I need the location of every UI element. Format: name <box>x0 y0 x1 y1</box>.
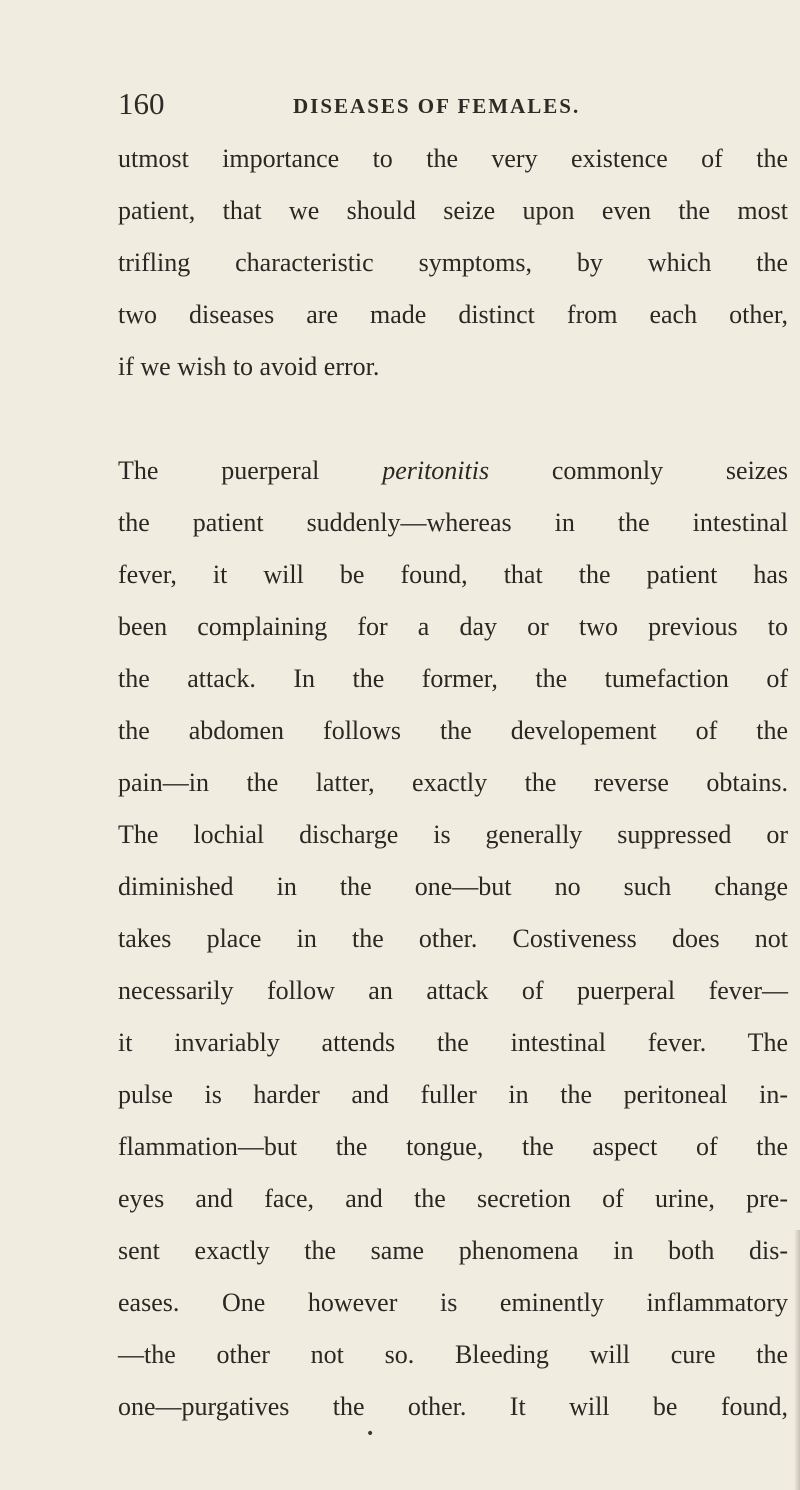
text-line: if we wish to avoid error. <box>118 352 380 381</box>
text-line: the abdomen follows the developement of the <box>118 716 788 745</box>
text-line: the patient suddenly—whereas in the intestinal <box>118 508 788 537</box>
text-line-with-italic <box>118 445 788 497</box>
footer-mark: • <box>366 1426 375 1442</box>
text-line: necessarily follow an attack of puerperal fever— <box>118 976 788 1005</box>
paragraph-gap <box>118 393 788 445</box>
text-line: sent exactly the same phenomena in both dis- <box>118 1236 788 1265</box>
text-line: one—purgatives the other. It will be found, <box>118 1392 788 1421</box>
running-head: DISEASES OF FEMALES. <box>293 94 581 118</box>
page-edge-shadow <box>794 1230 800 1490</box>
text-line: pulse is harder and fuller in the peritoneal in- <box>118 1080 788 1109</box>
text-line: been complaining for a day or two previous to <box>118 612 788 641</box>
italic-term: peritonitis <box>382 456 490 485</box>
text-span: The puerperal <box>118 456 383 485</box>
text-line: —the other not so. Bleeding will cure the <box>118 1340 788 1369</box>
text-line: takes place in the other. Costiveness does not <box>118 924 788 953</box>
text-line: The lochial discharge is generally suppressed or <box>118 820 788 849</box>
text-line: diminished in the one—but no such change <box>118 872 788 901</box>
page-number: 160 <box>118 86 165 121</box>
text-line: trifling characteristic symptoms, by which the <box>118 248 788 277</box>
body-text <box>118 133 788 1433</box>
page-header <box>118 86 718 126</box>
text-line: it invariably attends the intestinal fever. The <box>118 1028 788 1057</box>
text-line: flammation—but the tongue, the aspect of the <box>118 1132 788 1161</box>
text-line: patient, that we should seize upon even the most <box>118 196 788 225</box>
text-line: the attack. In the former, the tumefaction of <box>118 664 788 693</box>
text-line: eyes and face, and the secretion of urine, pre- <box>118 1184 788 1213</box>
text-line: pain—in the latter, exactly the reverse obtains. <box>118 768 788 797</box>
text-line: utmost importance to the very existence of the <box>118 144 788 173</box>
text-line: fever, it will be found, that the patient has <box>118 560 788 589</box>
text-span: commonly seizes <box>489 456 788 485</box>
text-line: eases. One however is eminently inflammatory <box>118 1288 788 1317</box>
text-line: two diseases are made distinct from each other, <box>118 300 788 329</box>
